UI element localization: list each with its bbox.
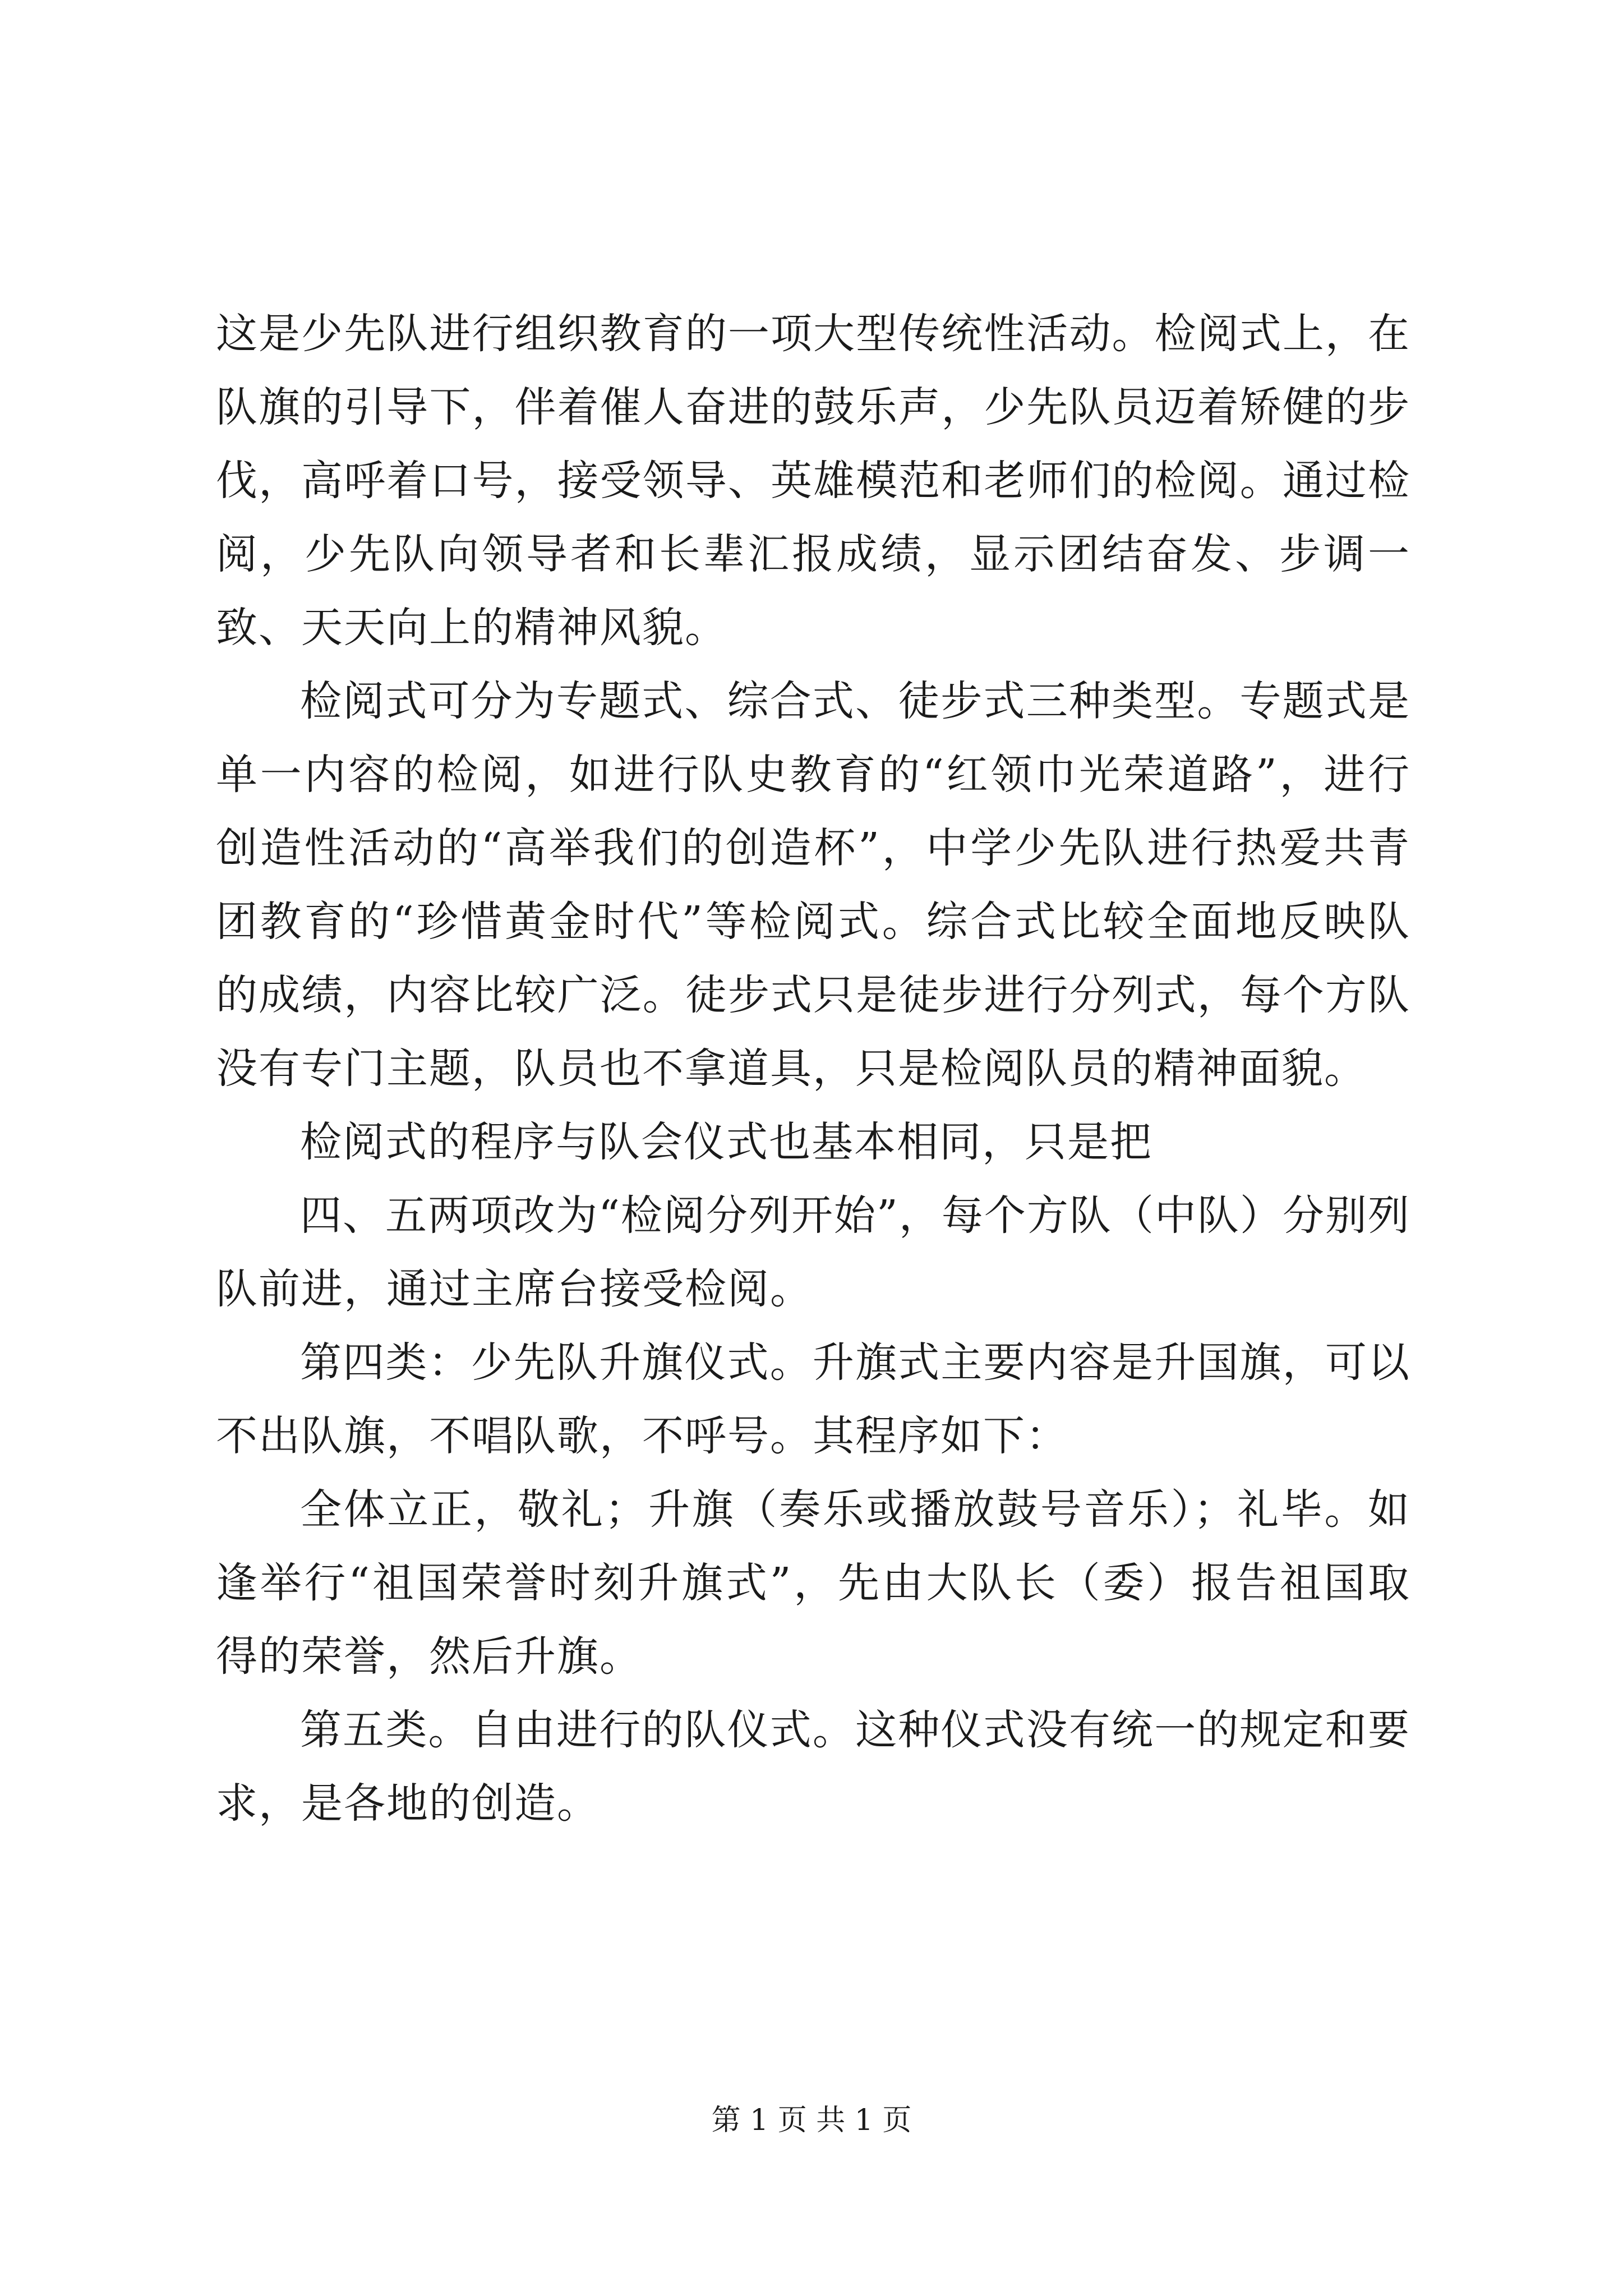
paragraph: 全体立正，敬礼；升旗（奏乐或播放鼓号音乐）；礼毕。如逢举行“祖国荣誉时刻升旗式”，先由大队长（委）报告祖国取得的荣誉，然后升旗。 <box>216 1485 1410 1681</box>
paragraph: 第四类：少先队升旗仪式。升旗式主要内容是升国旗，可以不出队旗，不唱队歌，不呼号。其程序如下： <box>216 1338 1410 1460</box>
paragraph: 四、五两项改为“检阅分列开始”，每个方队（中队）分别列队前进，通过主席台接受检阅。 <box>216 1191 1410 1313</box>
paragraph: 检阅式可分为专题式、综合式、徒步式三种类型。专题式是单一内容的检阅，如进行队史教育的“红领巾光荣道路”，进行创造性活动的“高举我们的创造杯”，中学少先队进行热爱共青团教育的“珍惜黄金时代”等检阅式。综合式比较全面地反映队的成绩，内容比较广泛。徒步式只是徒步进行分列式，每个方队没有专门主题，队员也不拿道具，只是检阅队员的精神面貌。 <box>216 677 1410 1093</box>
paragraph: 这是少先队进行组织教育的一项大型传统性活动。检阅式上，在队旗的引导下，伴着催人奋进的鼓乐声，少先队员迈着矫健的步伐，高呼着口号，接受领导、英雄模范和老师们的检阅。通过检阅，少先队向领导者和长辈汇报成绩，显示团结奋发、步调一致、天天向上的精神风貌。 <box>216 310 1410 652</box>
paragraph: 第五类。自由进行的队仪式。这种仪式没有统一的规定和要求，是各地的创造。 <box>216 1706 1410 1828</box>
page-number-footer: 第 1 页 共 1 页 <box>711 2104 912 2137</box>
document-body <box>216 297 1410 1841</box>
paragraph: 检阅式的程序与队会仪式也基本相同，只是把 <box>300 1118 1152 1166</box>
